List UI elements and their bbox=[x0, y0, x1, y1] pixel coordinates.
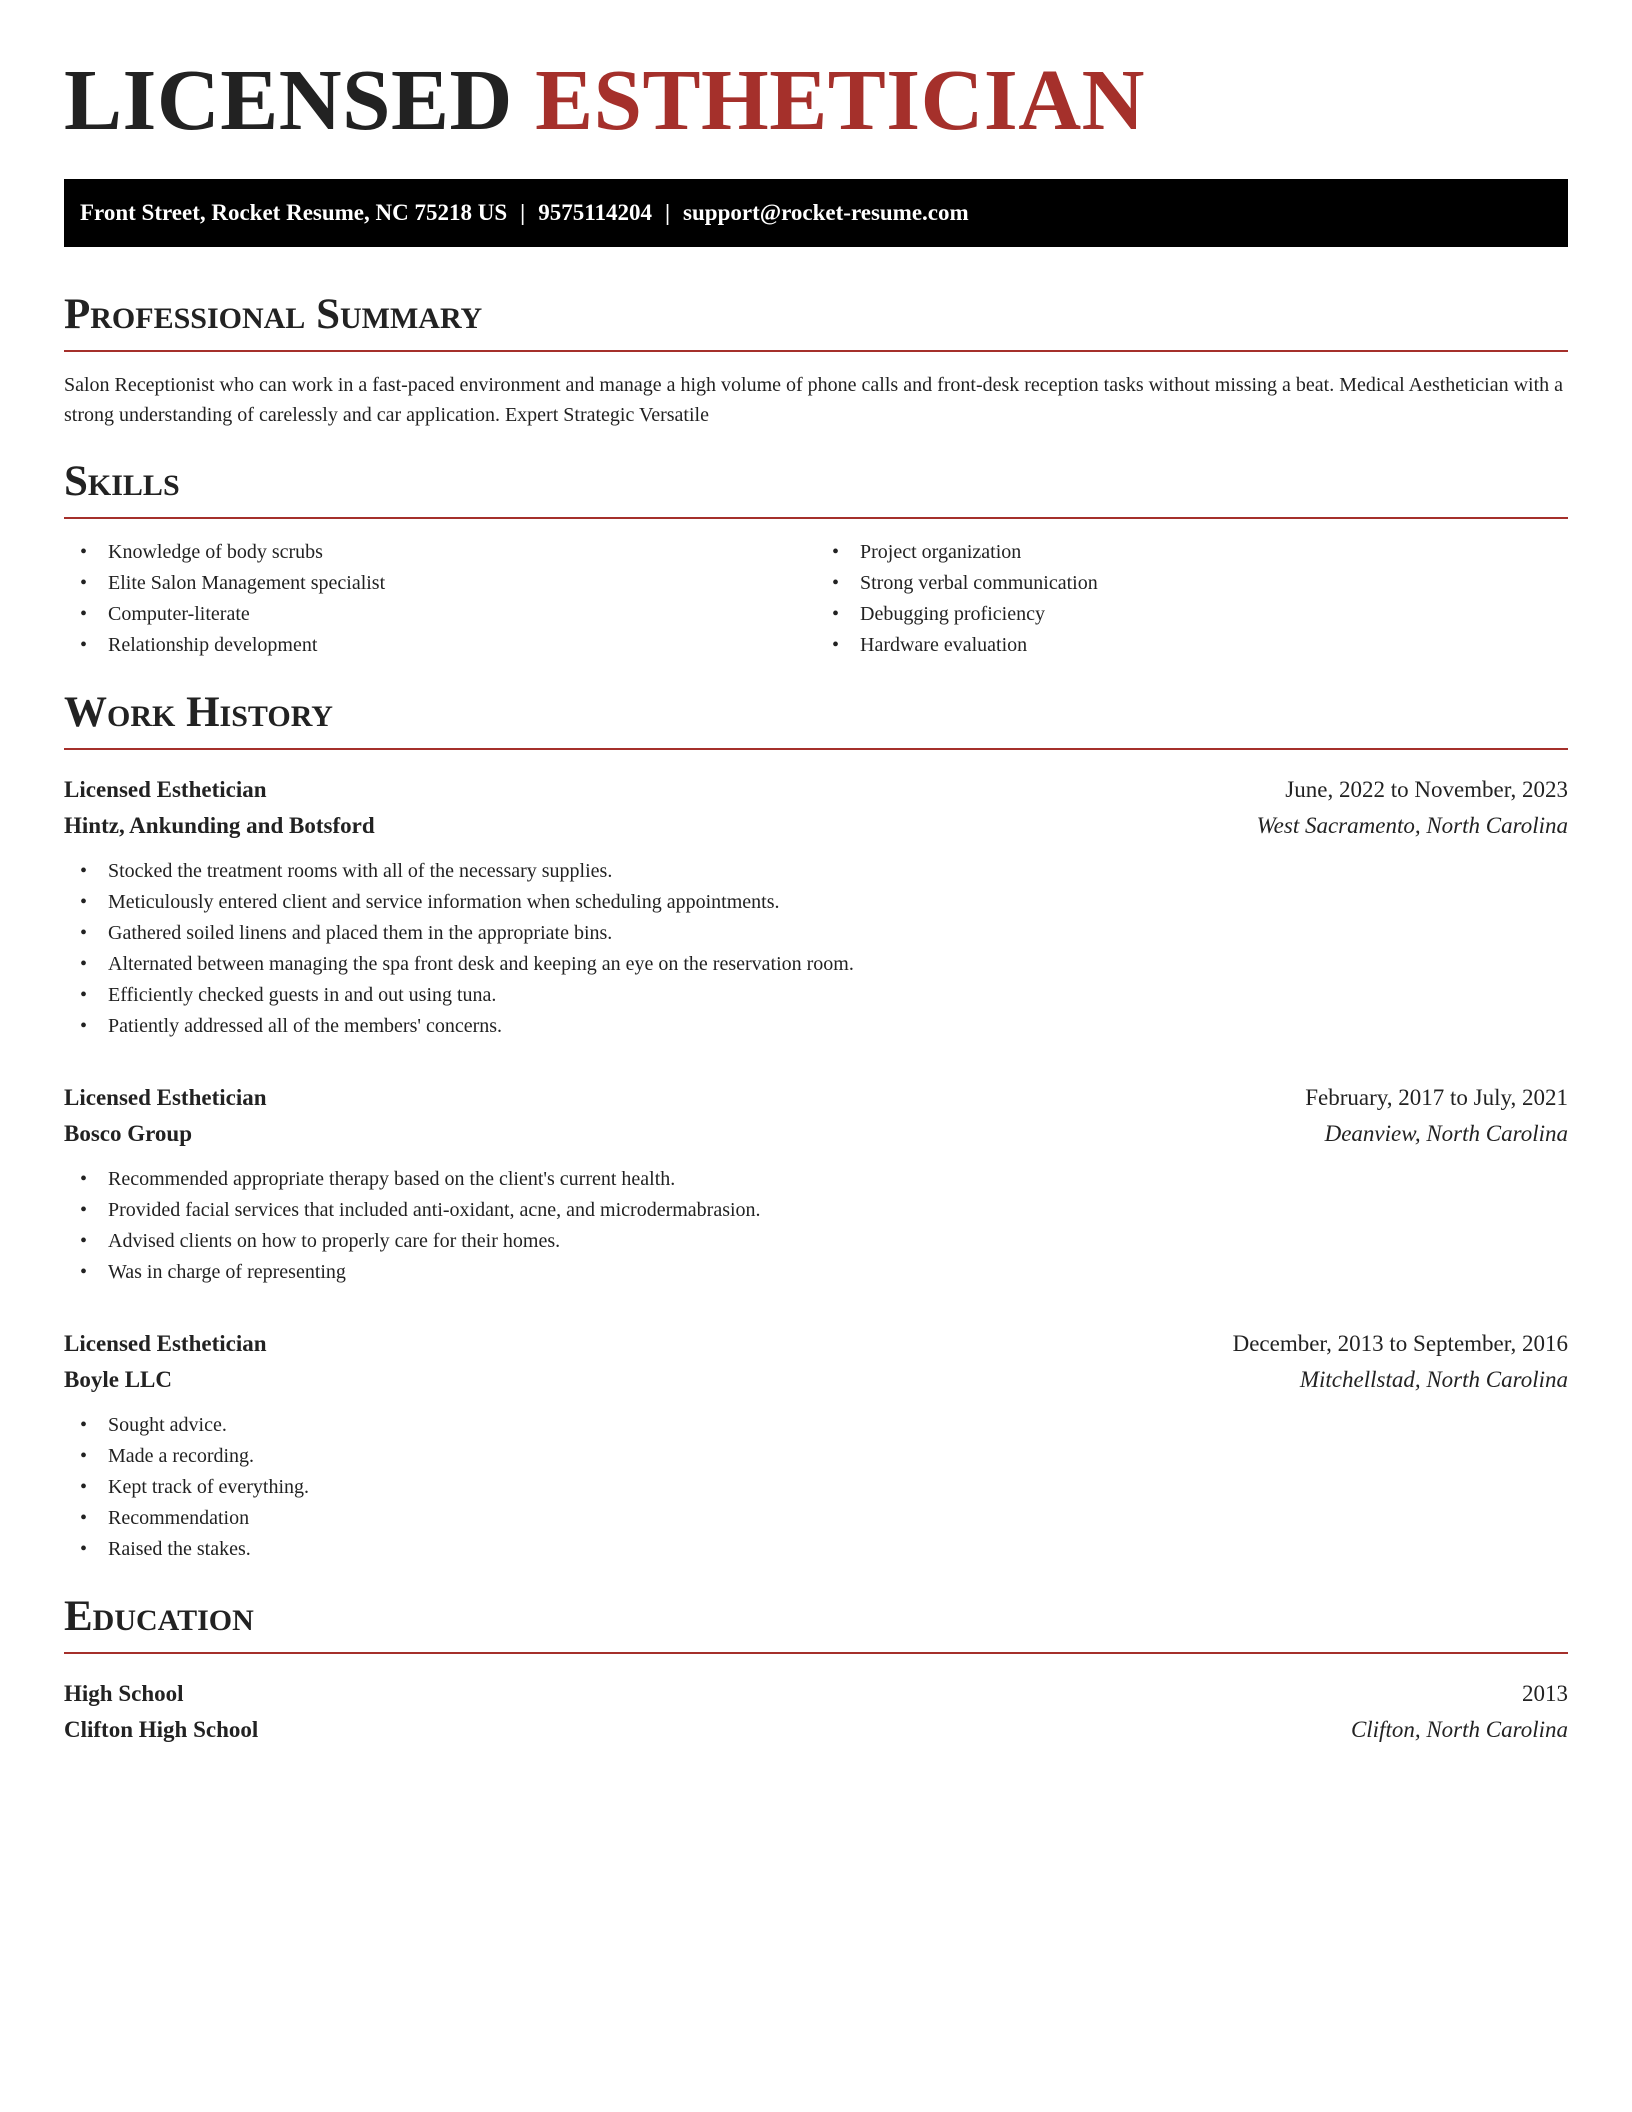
skills-right-list bbox=[816, 537, 1568, 661]
skill-item: • Debugging proficiency bbox=[816, 599, 1568, 630]
job-bullet: • Recommendation bbox=[64, 1503, 1568, 1534]
job-bullet: • Kept track of everything. bbox=[64, 1472, 1568, 1503]
job-company: Hintz, Ankunding and Botsford bbox=[64, 813, 375, 838]
job-bullet: • Made a recording. bbox=[64, 1441, 1568, 1472]
job-company-row bbox=[64, 808, 1568, 844]
job-header-row bbox=[64, 1080, 1568, 1116]
job-bullet: • Gathered soiled linens and placed them in the appropriate bins. bbox=[64, 918, 1568, 949]
job-location: Mitchellstad, North Carolina bbox=[1299, 1367, 1568, 1392]
job-location: Deanview, North Carolina bbox=[1324, 1121, 1568, 1146]
education-year: 2013 bbox=[1522, 1681, 1568, 1706]
job-dates: December, 2013 to September, 2016 bbox=[1232, 1331, 1568, 1356]
resume-name bbox=[64, 51, 1568, 148]
job-header-row bbox=[64, 772, 1568, 808]
job-company: Boyle LLC bbox=[64, 1367, 172, 1392]
skills-columns bbox=[64, 537, 1568, 661]
skill-item: • Knowledge of body scrubs bbox=[64, 537, 816, 568]
job-role: Licensed Esthetician bbox=[64, 777, 267, 802]
job-bullet: • Recommended appropriate therapy based on the client's current health. bbox=[64, 1164, 1568, 1195]
education-header-row bbox=[64, 1676, 1568, 1712]
job-bullet: • Stocked the treatment rooms with all of the necessary supplies. bbox=[64, 856, 1568, 887]
skills-left-list bbox=[64, 537, 816, 661]
job-bullets bbox=[64, 856, 1568, 1042]
education-school-row bbox=[64, 1712, 1568, 1748]
summary-section bbox=[64, 293, 1568, 430]
job-bullet: • Alternated between managing the spa front desk and keeping an eye on the reservation room. bbox=[64, 949, 1568, 980]
job-bullet: • Raised the stakes. bbox=[64, 1534, 1568, 1565]
contact-bar bbox=[64, 179, 1568, 247]
name-last: ESTHETICIAN bbox=[535, 51, 1145, 148]
summary-title: Professional Summary bbox=[64, 293, 1568, 352]
skill-item: • Hardware evaluation bbox=[816, 630, 1568, 661]
skill-item: • Computer-literate bbox=[64, 599, 816, 630]
job-company-row bbox=[64, 1362, 1568, 1398]
skill-item: • Strong verbal communication bbox=[816, 568, 1568, 599]
job-bullet: • Efficiently checked guests in and out using tuna. bbox=[64, 980, 1568, 1011]
job-bullets bbox=[64, 1410, 1568, 1565]
skill-item: • Relationship development bbox=[64, 630, 816, 661]
job-bullet: • Provided facial services that included anti-oxidant, acne, and microdermabrasion. bbox=[64, 1195, 1568, 1226]
job-role: Licensed Esthetician bbox=[64, 1085, 267, 1110]
education-entry bbox=[64, 1676, 1568, 1748]
job-entry bbox=[64, 772, 1568, 1042]
contact-separator: | bbox=[664, 200, 671, 225]
summary-text: Salon Receptionist who can work in a fast-paced environment and manage a high volume of phone calls and front-desk reception tasks without missing a beat. Medical Aesthetician with a strong understanding of carelessly and car application. Expert Strategic Versatile bbox=[64, 374, 1564, 426]
work-history-title: Work History bbox=[64, 691, 1568, 750]
skill-item: • Elite Salon Management specialist bbox=[64, 568, 816, 599]
contact-address: Front Street, Rocket Resume, NC 75218 US bbox=[80, 200, 508, 225]
job-bullets bbox=[64, 1164, 1568, 1288]
contact-separator: | bbox=[520, 200, 526, 225]
skills-title: Skills bbox=[64, 460, 1568, 519]
job-entry bbox=[64, 1080, 1568, 1288]
job-bullet: • Advised clients on how to properly care for their homes. bbox=[64, 1226, 1568, 1257]
job-bullet: • Patiently addressed all of the members' concerns. bbox=[64, 1011, 1568, 1042]
job-dates: February, 2017 to July, 2021 bbox=[1305, 1085, 1568, 1110]
skills-section bbox=[64, 460, 1568, 661]
contact-email[interactable]: support@rocket-resume.com bbox=[683, 200, 969, 225]
contact-phone: 9575114204 bbox=[538, 200, 652, 225]
job-company-row bbox=[64, 1116, 1568, 1152]
education-section bbox=[64, 1595, 1568, 1748]
education-title: Education bbox=[64, 1595, 1568, 1654]
education-degree: High School bbox=[64, 1681, 184, 1706]
education-location: Clifton, North Carolina bbox=[1350, 1717, 1568, 1742]
skill-item: • Project organization bbox=[816, 537, 1568, 568]
job-bullet: • Was in charge of representing bbox=[64, 1257, 1568, 1288]
job-bullet: • Meticulously entered client and service information when scheduling appointments. bbox=[64, 887, 1568, 918]
job-location: West Sacramento, North Carolina bbox=[1256, 813, 1568, 838]
job-entry bbox=[64, 1326, 1568, 1565]
education-school: Clifton High School bbox=[64, 1717, 259, 1742]
name-first: LICENSED bbox=[64, 51, 513, 148]
job-bullet: • Sought advice. bbox=[64, 1410, 1568, 1441]
job-company: Bosco Group bbox=[64, 1121, 193, 1146]
work-history-section bbox=[64, 691, 1568, 1565]
job-dates: June, 2022 to November, 2023 bbox=[1285, 777, 1568, 802]
job-header-row bbox=[64, 1326, 1568, 1362]
job-role: Licensed Esthetician bbox=[64, 1331, 267, 1356]
